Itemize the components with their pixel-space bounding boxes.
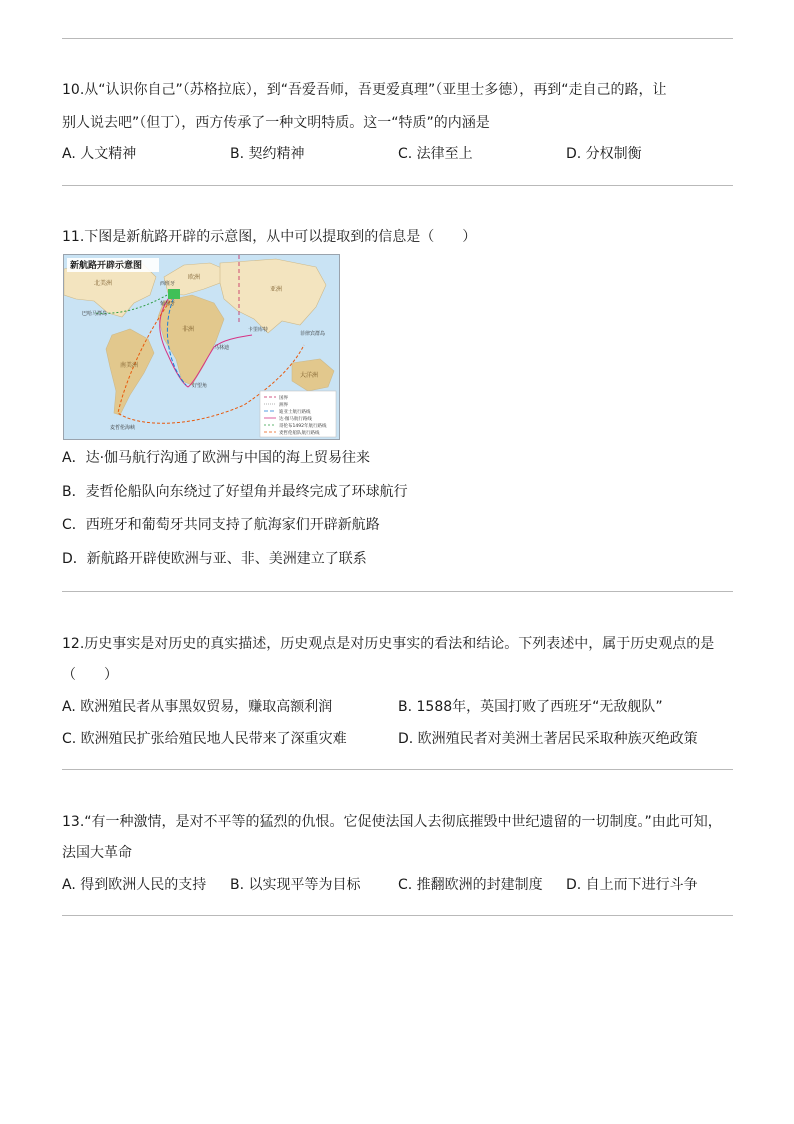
q10-stem-line2: 别人说去吧”（但丁），西方传承了一种文明特质。这一“特质”的内涵是 — [62, 115, 490, 131]
legend-label-magellan: 麦哲伦船队航行路线 — [279, 431, 320, 436]
q13-option-a[interactable]: A. 得到欧洲人民的支持 — [62, 877, 207, 893]
place-label-spain: 西班牙 — [160, 281, 176, 287]
region-label-north-america: 北美洲 — [94, 280, 113, 287]
divider-q11 — [62, 591, 733, 592]
place-label-bahamas: 巴哈马群岛 — [82, 311, 108, 317]
place-label-philippines: 菲律宾群岛 — [300, 331, 326, 337]
q11-option-d[interactable]: D．新航路开辟使欧洲与亚、非、美洲建立了联系 — [62, 551, 367, 567]
q10-option-c[interactable]: C. 法律至上 — [398, 146, 473, 162]
q11-option-c[interactable]: C．西班牙和葡萄牙共同支持了航海家们开辟新航路 — [62, 517, 380, 533]
q12-option-a[interactable]: A. 欧洲殖民者从事黑奴贸易，赚取高额利润 — [62, 699, 333, 715]
divider-top — [62, 38, 733, 39]
q13-option-d[interactable]: D. 自上而下进行斗争 — [566, 877, 698, 893]
q10-option-b[interactable]: B. 契约精神 — [230, 146, 305, 162]
q13-stem-line1: 13.“有一种激情，是对不平等的猛烈的仇恨。它促使法国人去彻底摧毁中世纪遗留的一切制度。”由此可知， — [62, 814, 722, 830]
q12-option-b[interactable]: B. 1588年，英国打败了西班牙“无敌舰队” — [398, 699, 663, 715]
place-label-magellan-strait: 麦哲伦海峡 — [110, 425, 136, 431]
map-svg — [64, 255, 339, 439]
legend-label-columbus: 哥伦布1492年航行路线 — [279, 424, 327, 429]
q12-stem-line1: 12.历史事实是对历史的真实描述，历史观点是对历史事实的看法和结论。下列表述中，属于历史观点的是 — [62, 636, 715, 652]
q11-option-b[interactable]: B．麦哲伦船队向东绕过了好望角并最终完成了环球航行 — [62, 484, 408, 500]
q10-option-a[interactable]: A. 人文精神 — [62, 146, 137, 162]
place-label-malindi: 马林迪 — [214, 345, 230, 351]
map-title: 新航路开辟示意图 — [70, 261, 143, 271]
region-label-south-america: 南美洲 — [120, 362, 139, 369]
q12-option-d[interactable]: D. 欧洲殖民者对美洲土著居民采取种族灭绝政策 — [398, 731, 698, 747]
divider-q13 — [62, 915, 733, 916]
divider-q12 — [62, 769, 733, 770]
q13-option-c[interactable]: C. 推翻欧洲的封建制度 — [398, 877, 543, 893]
q10-option-d[interactable]: D. 分权制衡 — [566, 146, 642, 162]
legend-label-dias: 迪亚士航行路线 — [279, 410, 311, 415]
divider-q10 — [62, 185, 733, 186]
place-label-portugal: 葡萄牙 — [160, 301, 176, 307]
legend-label-da-gama: 达·伽马航行路线 — [279, 417, 312, 422]
place-label-calicut: 卡里库特 — [248, 327, 269, 333]
q13-stem-line2: 法国大革命 — [62, 845, 132, 861]
new-routes-map — [63, 254, 340, 440]
region-label-asia: 亚洲 — [270, 286, 283, 293]
q12-option-c[interactable]: C. 欧洲殖民扩张给殖民地人民带来了深重灾难 — [62, 731, 347, 747]
legend-label-border: 国界 — [279, 396, 288, 401]
q11-stem: 11.下图是新航路开辟的示意图，从中可以提取到的信息是（ ） — [62, 229, 477, 245]
q11-option-a[interactable]: A．达·伽马航行沟通了欧洲与中国的海上贸易往来 — [62, 450, 371, 466]
q13-option-b[interactable]: B. 以实现平等为目标 — [230, 877, 361, 893]
legend-label-continent: 洲界 — [279, 403, 288, 408]
place-label-cape-good-hope: 好望角 — [192, 383, 208, 389]
q10-stem-line1: 10.从“认识你自己”（苏格拉底），到“吾爱吾师，吾更爱真理”（亚里士多德），再到“走自己的路，让 — [62, 82, 667, 98]
region-label-europe: 欧洲 — [188, 274, 201, 281]
region-label-oceania: 大洋洲 — [300, 372, 319, 379]
q12-stem-line2: （ ） — [62, 667, 118, 683]
iberia-highlight — [168, 289, 180, 299]
region-label-africa: 非洲 — [182, 326, 195, 333]
